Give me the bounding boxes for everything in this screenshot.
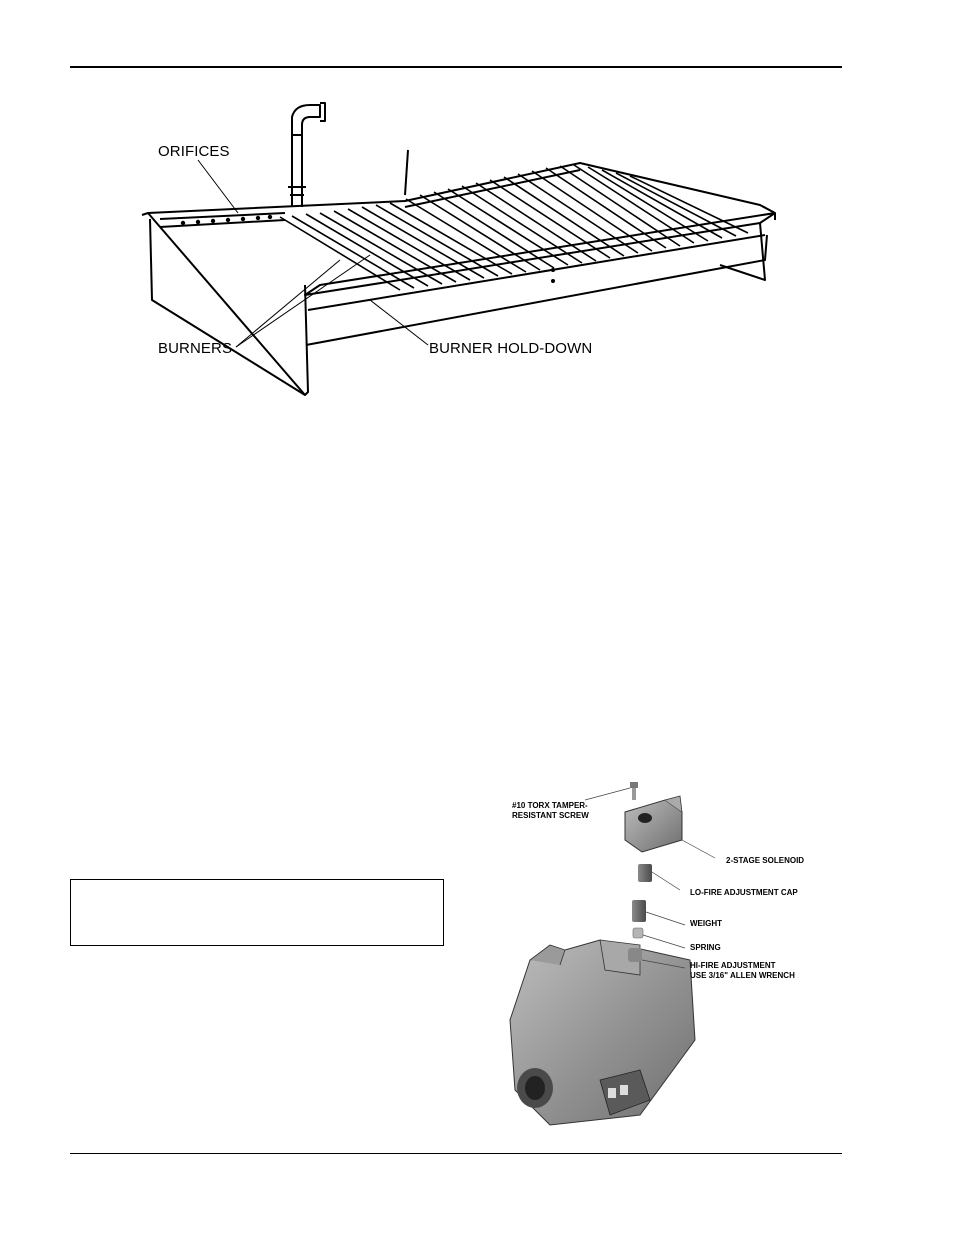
gas-valve-figure	[490, 770, 830, 1135]
spring-label: SPRING	[690, 943, 721, 952]
burner-hold-down-label: BURNER HOLD-DOWN	[429, 340, 593, 357]
weight-label: WEIGHT	[690, 919, 722, 928]
burner-assembly-drawing	[120, 95, 800, 405]
note-box	[70, 879, 444, 946]
orifices-label: ORIFICES	[158, 143, 230, 160]
lo-fire-cap-label: LO-FIRE ADJUSTMENT CAP	[690, 888, 798, 897]
burner-assembly-figure	[120, 95, 800, 405]
hi-fire-label-line2: USE 3/16" ALLEN WRENCH	[690, 971, 795, 980]
screw-label-line2: RESISTANT SCREW	[512, 811, 589, 820]
footer-rule	[70, 1153, 842, 1154]
screw-label-line1: #10 TORX TAMPER-	[512, 801, 588, 810]
header-rule	[70, 66, 842, 68]
solenoid-label: 2-STAGE SOLENOID	[726, 856, 805, 865]
burners-label: BURNERS	[158, 340, 233, 357]
gas-valve-drawing	[490, 770, 830, 1135]
hi-fire-label-line1: HI-FIRE ADJUSTMENT	[690, 961, 776, 970]
